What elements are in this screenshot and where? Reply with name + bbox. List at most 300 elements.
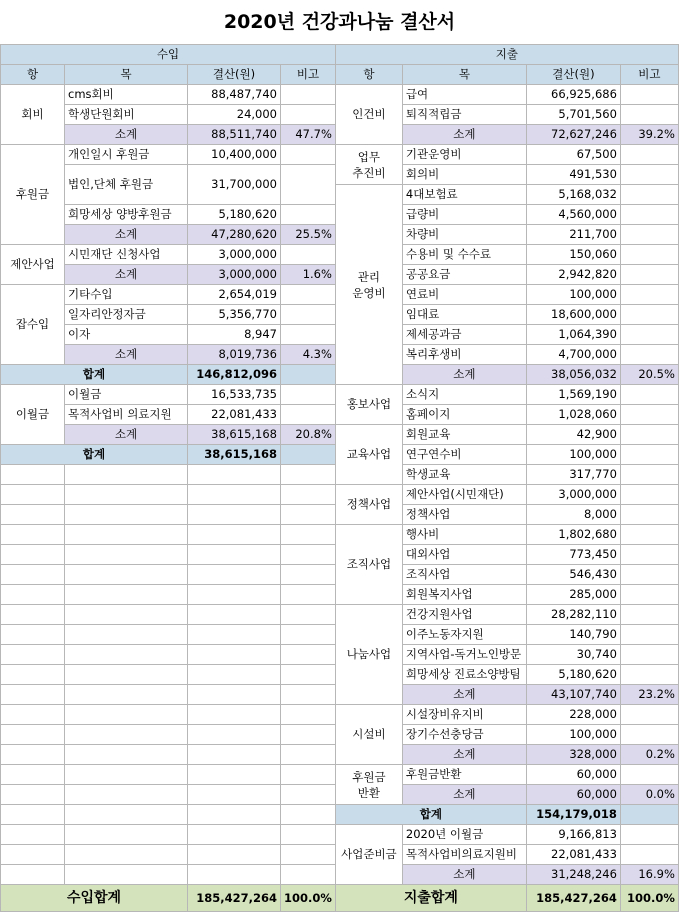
table-cell: 491,530: [526, 165, 620, 185]
table-cell: 185,427,264: [188, 885, 281, 912]
table-cell: 후원금반환: [402, 765, 526, 785]
table-cell: [281, 445, 336, 465]
table-row: [1, 85, 679, 105]
table-cell: 8,000: [526, 505, 620, 525]
table-cell: [65, 565, 188, 585]
table-cell: 10,400,000: [188, 145, 281, 165]
table-cell: 목: [402, 65, 526, 85]
table-cell: 22,081,433: [526, 845, 620, 865]
table-cell: [620, 385, 678, 405]
table-cell: [620, 105, 678, 125]
table-cell: [65, 725, 188, 745]
table-cell: [1, 665, 65, 685]
table-cell: 희망세상 진료소양방팀: [402, 665, 526, 685]
table-cell: [65, 685, 188, 705]
table-cell: [620, 705, 678, 725]
table-row: [1, 885, 679, 912]
table-cell: 회비: [1, 85, 65, 145]
table-cell: [188, 485, 281, 505]
table-cell: [620, 765, 678, 785]
table-cell: [620, 445, 678, 465]
table-cell: [188, 865, 281, 885]
table-cell: [281, 325, 336, 345]
table-cell: 18,600,000: [526, 305, 620, 325]
table-cell: [281, 105, 336, 125]
table-cell: 목적사업비 의료지원: [65, 405, 188, 425]
table-cell: [65, 825, 188, 845]
table-cell: 39.2%: [620, 125, 678, 145]
table-cell: 0.0%: [620, 785, 678, 805]
table-cell: [65, 705, 188, 725]
table-cell: [65, 545, 188, 565]
table-cell: [620, 85, 678, 105]
table-cell: [620, 285, 678, 305]
table-cell: 이월금: [1, 385, 65, 445]
table-cell: [1, 585, 65, 605]
table-row: [1, 145, 679, 165]
table-cell: 항: [1, 65, 65, 85]
table-cell: [281, 205, 336, 225]
table-cell: 4,700,000: [526, 345, 620, 365]
table-cell: 제안사업: [1, 245, 65, 285]
table-cell: 9,166,813: [526, 825, 620, 845]
table-cell: [188, 685, 281, 705]
table-cell: 16,533,735: [188, 385, 281, 405]
table-cell: 희망세상 양방후원금: [65, 205, 188, 225]
table-cell: 조직사업: [402, 565, 526, 585]
table-cell: [281, 505, 336, 525]
table-cell: [65, 865, 188, 885]
table-cell: 수입합계: [1, 885, 188, 912]
table-cell: 31,248,246: [526, 865, 620, 885]
table-cell: 60,000: [526, 765, 620, 785]
table-cell: [620, 345, 678, 365]
table-cell: [620, 845, 678, 865]
table-cell: [1, 505, 65, 525]
table-cell: [65, 605, 188, 625]
table-cell: [65, 785, 188, 805]
table-cell: 행사비: [402, 525, 526, 545]
table-cell: [281, 385, 336, 405]
table-cell: [188, 845, 281, 865]
table-cell: [1, 765, 65, 785]
table-cell: [620, 265, 678, 285]
table-cell: [281, 865, 336, 885]
table-cell: 47,280,620: [188, 225, 281, 245]
table-cell: 211,700: [526, 225, 620, 245]
table-cell: 목적사업비의료지원비: [402, 845, 526, 865]
table-cell: [1, 565, 65, 585]
table-row: [1, 425, 679, 445]
table-cell: 43,107,740: [526, 685, 620, 705]
table-cell: 회원복지사업: [402, 585, 526, 605]
table-cell: 28,282,110: [526, 605, 620, 625]
table-cell: [1, 685, 65, 705]
table-cell: 회원교육: [402, 425, 526, 445]
table-cell: 합계: [335, 805, 526, 825]
table-cell: [1, 805, 65, 825]
table-cell: 317,770: [526, 465, 620, 485]
table-cell: [65, 765, 188, 785]
table-cell: 건강지원사업: [402, 605, 526, 625]
table-cell: 급량비: [402, 205, 526, 225]
table-cell: 22,081,433: [188, 405, 281, 425]
table-cell: 일자리안정자금: [65, 305, 188, 325]
table-cell: 328,000: [526, 745, 620, 765]
table-cell: [281, 525, 336, 545]
table-cell: 1.6%: [281, 265, 336, 285]
table-cell: 2020년 이월금: [402, 825, 526, 845]
table-cell: [281, 585, 336, 605]
settlement-table: [0, 44, 679, 912]
table-cell: [65, 645, 188, 665]
table-cell: 소계: [65, 125, 188, 145]
table-row: [1, 705, 679, 725]
table-cell: 제안사업(시민재단): [402, 485, 526, 505]
table-cell: 수용비 및 수수료: [402, 245, 526, 265]
table-row: [1, 765, 679, 785]
table-cell: [281, 845, 336, 865]
table-cell: 5,168,032: [526, 185, 620, 205]
table-cell: 법인,단체 후원금: [65, 165, 188, 205]
table-cell: 홍보사업: [335, 385, 402, 425]
table-cell: 학생단원회비: [65, 105, 188, 125]
table-cell: 사업준비금: [335, 825, 402, 885]
table-cell: 결산(원): [188, 65, 281, 85]
table-cell: 나눔사업: [335, 605, 402, 705]
table-cell: [281, 625, 336, 645]
table-cell: [1, 485, 65, 505]
table-cell: 24,000: [188, 105, 281, 125]
table-cell: [281, 605, 336, 625]
table-cell: [620, 665, 678, 685]
table-cell: [65, 665, 188, 685]
table-cell: [1, 465, 65, 485]
table-cell: 업무 추진비: [335, 145, 402, 185]
table-cell: [281, 745, 336, 765]
table-cell: [281, 685, 336, 705]
table-cell: 47.7%: [281, 125, 336, 145]
table-cell: [1, 645, 65, 665]
table-cell: [620, 145, 678, 165]
table-cell: 비고: [620, 65, 678, 85]
table-cell: 38,056,032: [526, 365, 620, 385]
table-cell: [281, 365, 336, 385]
table-cell: 교육사업: [335, 425, 402, 485]
table-cell: 3,000,000: [526, 485, 620, 505]
table-cell: [188, 765, 281, 785]
table-cell: 소계: [402, 785, 526, 805]
table-cell: 합계: [1, 445, 188, 465]
table-cell: 지역사업-독거노인방문: [402, 645, 526, 665]
table-cell: 결산(원): [526, 65, 620, 85]
table-cell: 소계: [402, 365, 526, 385]
table-cell: 대외사업: [402, 545, 526, 565]
table-cell: 25.5%: [281, 225, 336, 245]
table-cell: [620, 405, 678, 425]
table-cell: [188, 785, 281, 805]
table-cell: 23.2%: [620, 685, 678, 705]
table-cell: [188, 705, 281, 725]
table-cell: 60,000: [526, 785, 620, 805]
table-row: [1, 805, 679, 825]
table-cell: 20.5%: [620, 365, 678, 385]
table-cell: 546,430: [526, 565, 620, 585]
table-cell: 후원금 반환: [335, 765, 402, 805]
table-cell: [188, 805, 281, 825]
table-cell: 16.9%: [620, 865, 678, 885]
table-row: [1, 65, 679, 85]
table-cell: [1, 545, 65, 565]
table-cell: 관리 운영비: [335, 185, 402, 385]
table-cell: [281, 565, 336, 585]
table-cell: [188, 505, 281, 525]
table-cell: [188, 545, 281, 565]
table-cell: 0.2%: [620, 745, 678, 765]
table-cell: 154,179,018: [526, 805, 620, 825]
table-cell: [281, 245, 336, 265]
table-cell: [620, 545, 678, 565]
table-cell: 회의비: [402, 165, 526, 185]
table-cell: [188, 525, 281, 545]
table-cell: [1, 605, 65, 625]
table-cell: 차량비: [402, 225, 526, 245]
table-cell: [620, 305, 678, 325]
table-cell: 88,511,740: [188, 125, 281, 145]
table-cell: 소식지: [402, 385, 526, 405]
table-cell: [188, 745, 281, 765]
table-cell: 이자: [65, 325, 188, 345]
table-cell: 1,802,680: [526, 525, 620, 545]
table-cell: [281, 165, 336, 205]
table-cell: [65, 485, 188, 505]
table-cell: 5,180,620: [526, 665, 620, 685]
table-cell: [281, 85, 336, 105]
table-cell: [281, 825, 336, 845]
table-cell: 773,450: [526, 545, 620, 565]
table-cell: 기타수입: [65, 285, 188, 305]
table-cell: [281, 405, 336, 425]
table-cell: [620, 525, 678, 545]
table-cell: [1, 625, 65, 645]
table-cell: [620, 165, 678, 185]
table-cell: [620, 205, 678, 225]
table-cell: 인건비: [335, 85, 402, 145]
table-cell: 4.3%: [281, 345, 336, 365]
table-cell: [188, 825, 281, 845]
table-cell: [281, 725, 336, 745]
table-cell: [620, 245, 678, 265]
table-cell: [620, 325, 678, 345]
table-cell: 88,487,740: [188, 85, 281, 105]
table-cell: 소계: [402, 685, 526, 705]
table-cell: 100.0%: [281, 885, 336, 912]
table-cell: [1, 705, 65, 725]
table-cell: 140,790: [526, 625, 620, 645]
table-cell: 연료비: [402, 285, 526, 305]
table-cell: 이월금: [65, 385, 188, 405]
table-cell: [620, 505, 678, 525]
table-cell: 소계: [65, 425, 188, 445]
table-cell: 42,900: [526, 425, 620, 445]
table-cell: [281, 705, 336, 725]
table-cell: 100,000: [526, 445, 620, 465]
table-cell: 4대보험료: [402, 185, 526, 205]
table-cell: [281, 665, 336, 685]
table-cell: 3,000,000: [188, 265, 281, 285]
table-cell: 급여: [402, 85, 526, 105]
table-cell: [188, 605, 281, 625]
table-cell: 비고: [281, 65, 336, 85]
table-cell: [620, 725, 678, 745]
table-cell: [1, 825, 65, 845]
table-cell: [65, 845, 188, 865]
table-cell: 학생교육: [402, 465, 526, 485]
table-cell: 기관운영비: [402, 145, 526, 165]
table-cell: 소계: [402, 125, 526, 145]
table-cell: 150,060: [526, 245, 620, 265]
table-cell: [281, 305, 336, 325]
table-cell: 8,947: [188, 325, 281, 345]
table-cell: [188, 625, 281, 645]
table-cell: 조직사업: [335, 525, 402, 605]
table-cell: 목: [65, 65, 188, 85]
table-cell: 제세공과금: [402, 325, 526, 345]
table-cell: 4,560,000: [526, 205, 620, 225]
table-cell: 66,925,686: [526, 85, 620, 105]
table-cell: 5,180,620: [188, 205, 281, 225]
table-cell: [281, 485, 336, 505]
table-cell: 3,000,000: [188, 245, 281, 265]
table-cell: [65, 625, 188, 645]
table-cell: [281, 285, 336, 305]
table-cell: 소계: [402, 865, 526, 885]
table-cell: 1,569,190: [526, 385, 620, 405]
table-cell: [188, 465, 281, 485]
table-row: [1, 45, 679, 65]
table-cell: 지출: [335, 45, 678, 65]
table-cell: 복리후생비: [402, 345, 526, 365]
table-cell: 146,812,096: [188, 365, 281, 385]
table-cell: 8,019,736: [188, 345, 281, 365]
table-cell: [281, 645, 336, 665]
table-cell: 시설장비유지비: [402, 705, 526, 725]
table-cell: 285,000: [526, 585, 620, 605]
table-cell: 72,627,246: [526, 125, 620, 145]
table-cell: 31,700,000: [188, 165, 281, 205]
table-cell: [1, 845, 65, 865]
table-cell: 연구연수비: [402, 445, 526, 465]
table-cell: 홈페이지: [402, 405, 526, 425]
table-cell: 1,064,390: [526, 325, 620, 345]
table-row: [1, 605, 679, 625]
table-cell: cms회비: [65, 85, 188, 105]
table-cell: 소계: [402, 745, 526, 765]
table-row: [1, 525, 679, 545]
table-cell: [1, 865, 65, 885]
table-cell: [188, 565, 281, 585]
table-cell: 5,701,560: [526, 105, 620, 125]
table-cell: [620, 585, 678, 605]
table-row: [1, 385, 679, 405]
table-cell: [620, 565, 678, 585]
table-cell: 후원금: [1, 145, 65, 245]
table-cell: 지출합계: [335, 885, 526, 912]
table-cell: [1, 725, 65, 745]
table-cell: [188, 665, 281, 685]
table-cell: 100,000: [526, 285, 620, 305]
table-cell: [281, 545, 336, 565]
table-cell: 67,500: [526, 145, 620, 165]
table-cell: 임대료: [402, 305, 526, 325]
table-cell: 시민재단 신청사업: [65, 245, 188, 265]
table-cell: 합계: [1, 365, 188, 385]
table-cell: [188, 725, 281, 745]
table-cell: [65, 465, 188, 485]
table-row: [1, 485, 679, 505]
table-cell: [65, 805, 188, 825]
table-cell: 5,356,770: [188, 305, 281, 325]
table-cell: 100.0%: [620, 885, 678, 912]
table-cell: [1, 525, 65, 545]
table-cell: 20.8%: [281, 425, 336, 445]
table-cell: 1,028,060: [526, 405, 620, 425]
table-cell: [620, 485, 678, 505]
table-cell: 38,615,168: [188, 425, 281, 445]
table-cell: 185,427,264: [526, 885, 620, 912]
table-cell: 정책사업: [335, 485, 402, 525]
table-cell: [281, 465, 336, 485]
table-cell: 이주노동자지원: [402, 625, 526, 645]
table-cell: [281, 145, 336, 165]
table-cell: [65, 745, 188, 765]
table-cell: [620, 605, 678, 625]
sheet-title: 2020년 건강과나눔 결산서: [223, 11, 456, 33]
table-cell: [188, 585, 281, 605]
table-cell: 228,000: [526, 705, 620, 725]
table-cell: 잡수입: [1, 285, 65, 365]
table-cell: 공공요금: [402, 265, 526, 285]
table-cell: [65, 585, 188, 605]
table-row: [1, 825, 679, 845]
table-cell: [281, 765, 336, 785]
table-cell: 소계: [65, 265, 188, 285]
table-cell: 100,000: [526, 725, 620, 745]
table-cell: 수입: [1, 45, 336, 65]
table-cell: 항: [335, 65, 402, 85]
table-cell: [281, 785, 336, 805]
table-cell: [620, 185, 678, 205]
table-cell: [620, 225, 678, 245]
table-cell: 30,740: [526, 645, 620, 665]
table-cell: [65, 505, 188, 525]
table-cell: [65, 525, 188, 545]
table-cell: [188, 645, 281, 665]
table-cell: 38,615,168: [188, 445, 281, 465]
table-cell: [620, 825, 678, 845]
table-cell: 장기수선충당금: [402, 725, 526, 745]
table-cell: 소계: [65, 345, 188, 365]
table-cell: 정책사업: [402, 505, 526, 525]
table-cell: [281, 805, 336, 825]
table-cell: [620, 425, 678, 445]
table-cell: 2,654,019: [188, 285, 281, 305]
table-cell: [1, 745, 65, 765]
table-cell: 시설비: [335, 705, 402, 765]
table-cell: [620, 805, 678, 825]
table-cell: 2,942,820: [526, 265, 620, 285]
table-cell: [1, 785, 65, 805]
